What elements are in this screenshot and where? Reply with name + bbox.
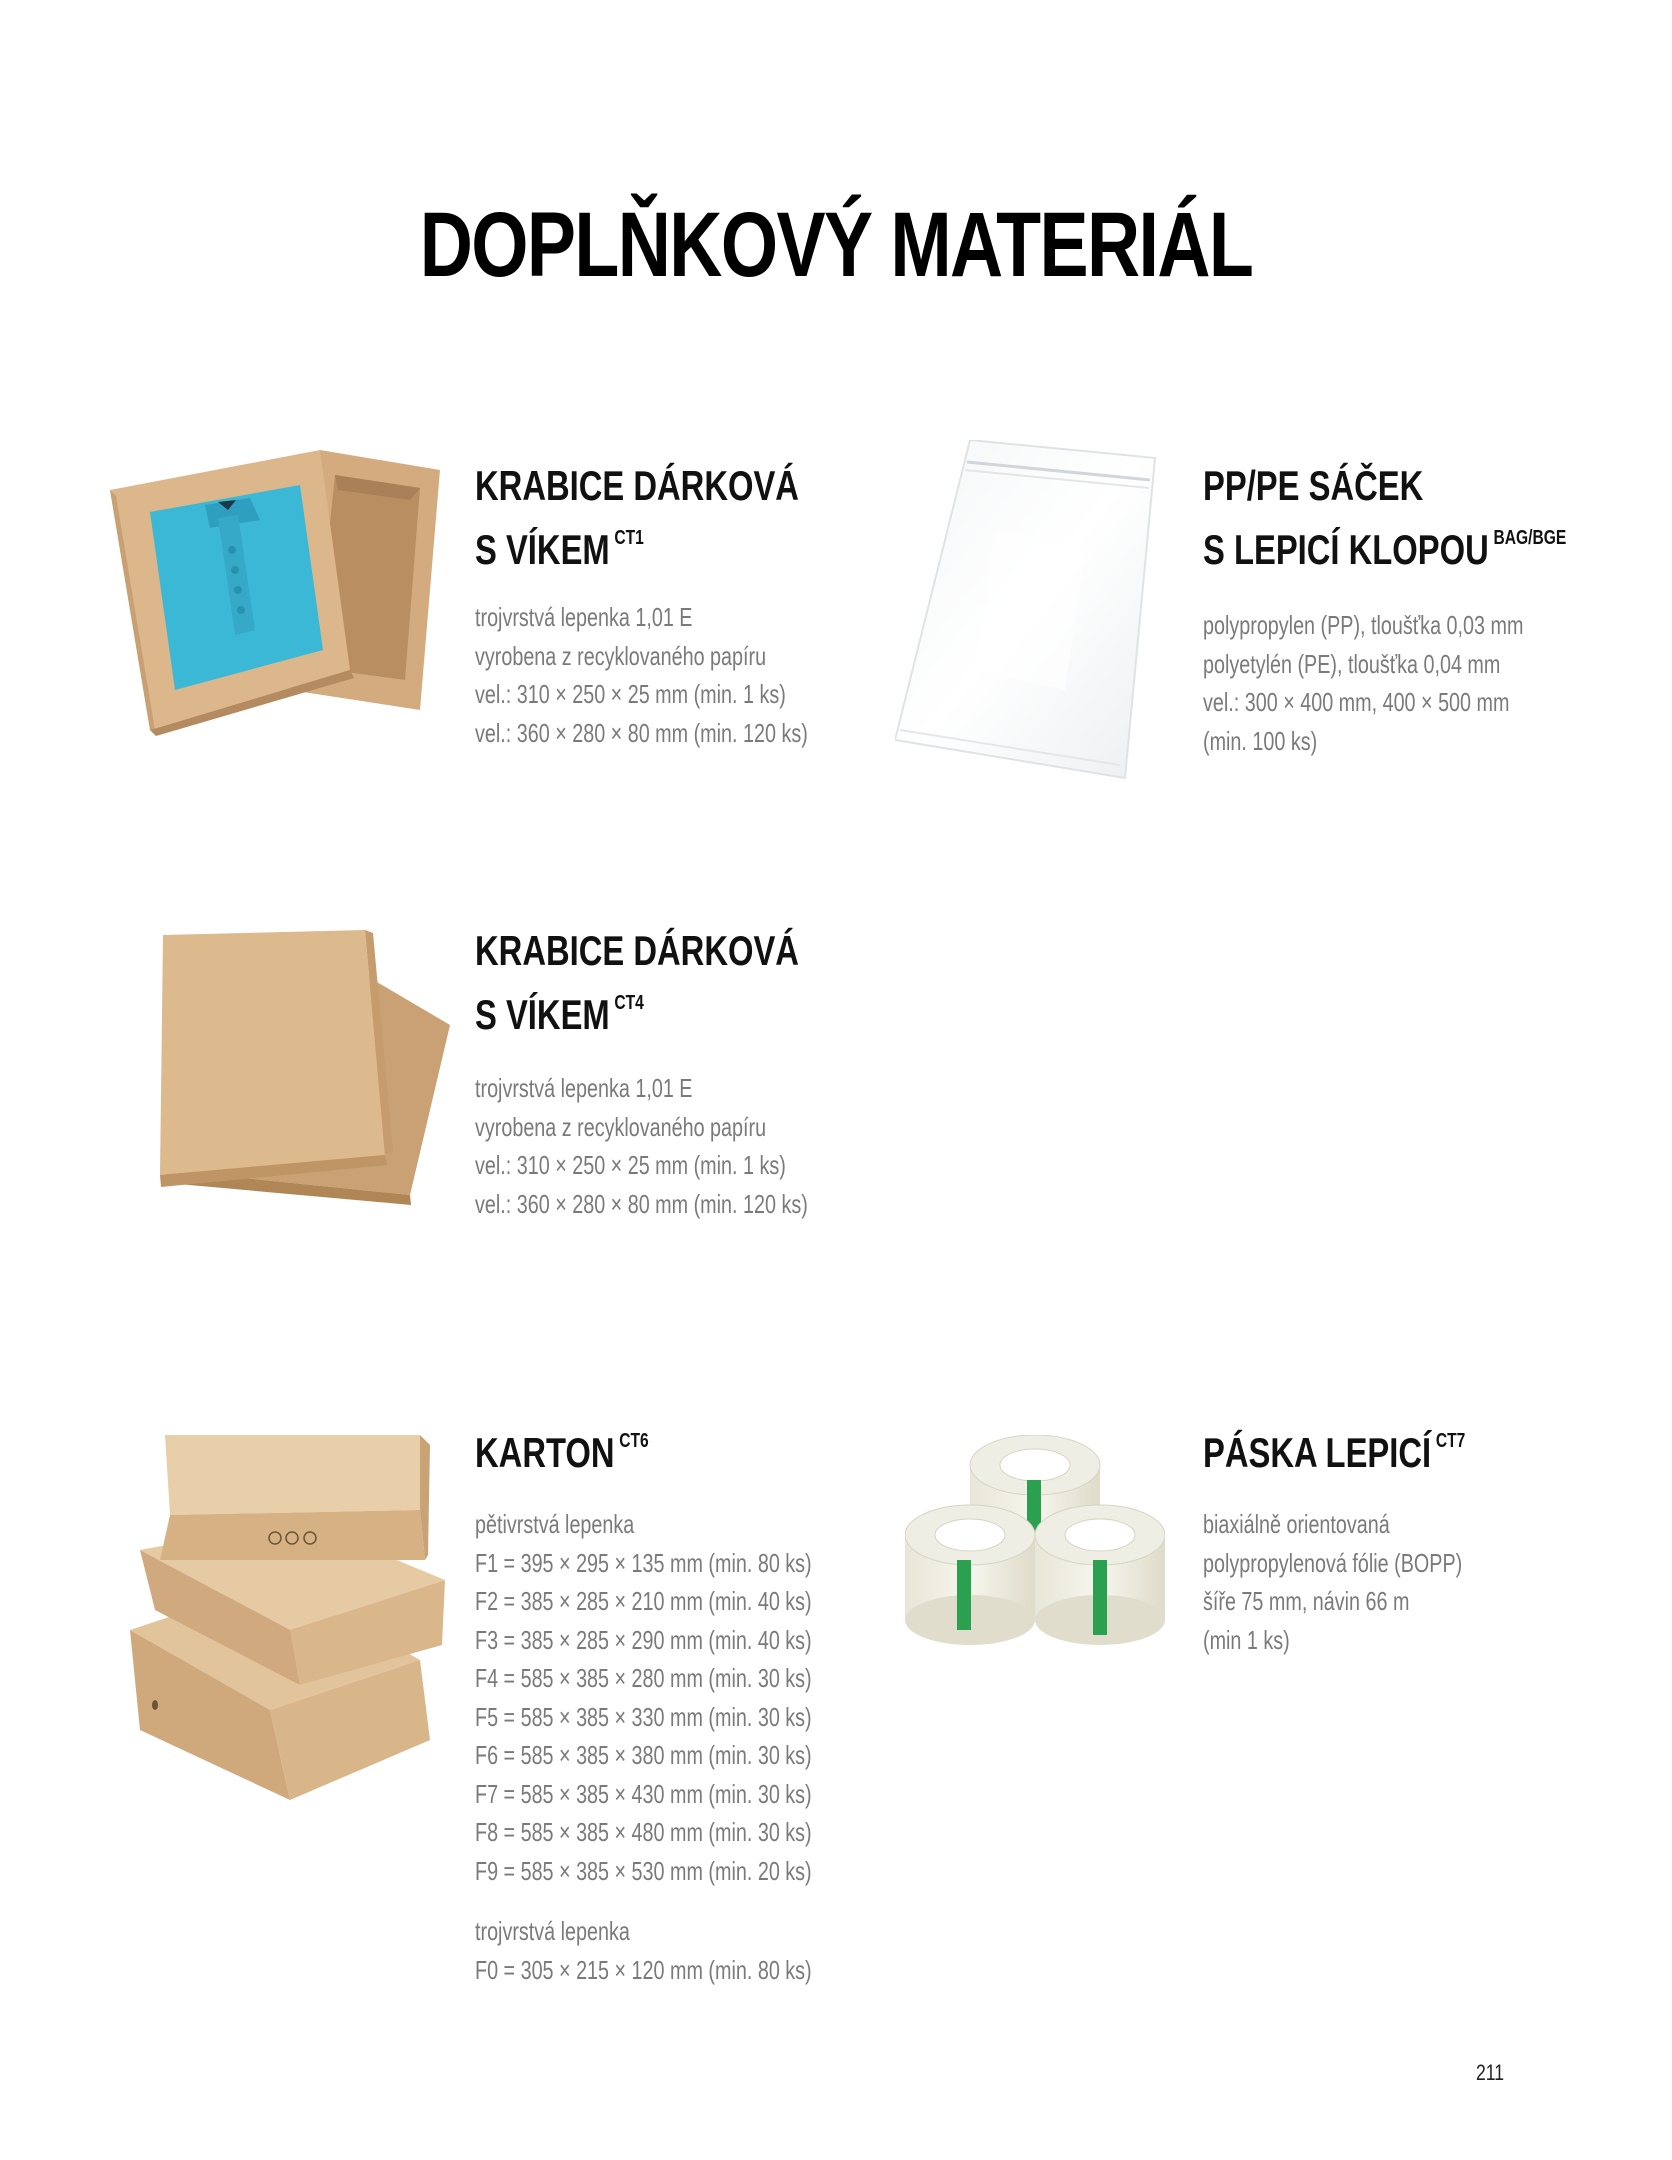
spec-line: polypropylen (PP), tloušťka 0,03 mm: [1203, 610, 1524, 640]
spec-line: vel.: 300 × 400 mm, 400 × 500 mm: [1203, 687, 1510, 717]
product-name-line2: S VÍKEM: [475, 526, 610, 573]
spec-line: F5 = 585 × 385 × 330 mm (min. 30 ks): [475, 1701, 812, 1732]
spec-list: [475, 598, 808, 752]
spec-line: F6 = 585 × 385 × 380 mm (min. 30 ks): [475, 1740, 812, 1770]
product-code: BAG/BGE: [1493, 527, 1567, 549]
gift-box-window-image: [110, 440, 440, 740]
spec-line: F3 = 385 × 285 × 290 mm (min. 40 ks): [475, 1624, 812, 1655]
spec-line: vel.: 310 × 250 × 25 mm (min. 1 ks): [475, 679, 786, 709]
spec-line: vel.: 360 × 280 × 80 mm (min. 120 ks): [475, 717, 808, 748]
spec-list: [475, 1505, 812, 1989]
spec-line: F1 = 395 × 295 × 135 mm (min. 80 ks): [475, 1547, 812, 1578]
spec-line: trojvrstvá lepenka 1,01 E: [475, 1073, 693, 1103]
product-name-line1: PP/PE SÁČEK: [1203, 462, 1424, 509]
spec-line: biaxiálně orientovaná: [1203, 1509, 1390, 1539]
spec-line: (min. 100 ks): [1203, 725, 1318, 756]
spec-line: F8 = 585 × 385 × 480 mm (min. 30 ks): [475, 1817, 812, 1847]
spec-line: pětivrstvá lepenka: [475, 1509, 635, 1539]
product-name: [475, 1415, 821, 1479]
spec-list: [1203, 1505, 1462, 1659]
spec-line: vel.: 310 × 250 × 25 mm (min. 1 ks): [475, 1150, 786, 1180]
spec-line: F9 = 585 × 385 × 530 mm (min. 20 ks): [475, 1855, 812, 1886]
product-code: CT7: [1435, 1430, 1466, 1452]
product-name-line1: PÁSKA LEPICÍ: [1203, 1429, 1432, 1476]
spec-line: trojvrstvá lepenka 1,01 E: [475, 602, 693, 632]
spec-line: vyrobena z recyklovaného papíru: [475, 1111, 767, 1142]
product-code: CT6: [619, 1430, 649, 1452]
spec-line: F0 = 305 × 215 × 120 mm (min. 80 ks): [475, 1954, 812, 1985]
product-name: [1203, 1415, 1469, 1479]
plastic-bag-image: [895, 440, 1165, 780]
spec-line: F7 = 585 × 385 × 430 mm (min. 30 ks): [475, 1778, 812, 1809]
product-code: CT4: [614, 992, 644, 1014]
spec-line: trojvrstvá lepenka: [475, 1916, 630, 1946]
product-name-line2: S LEPICÍ KLOPOU: [1203, 526, 1489, 573]
product-name: [475, 925, 817, 1041]
spec-line: F2 = 385 × 285 × 210 mm (min. 40 ks): [475, 1586, 812, 1616]
spec-line: polypropylenová fólie (BOPP): [1203, 1547, 1463, 1578]
spec-line: vel.: 360 × 280 × 80 mm (min. 120 ks): [475, 1188, 808, 1219]
spec-list: [475, 1069, 808, 1223]
product-name: [475, 460, 817, 576]
product-name: [1203, 460, 1566, 576]
tape-rolls-image: [905, 1435, 1165, 1665]
spec-line: polyetylén (PE), tloušťka 0,04 mm: [1203, 648, 1501, 679]
product-code: CT1: [614, 527, 644, 549]
product-name-line1: KRABICE DÁRKOVÁ: [475, 462, 799, 509]
spec-line: vyrobena z recyklovaného papíru: [475, 640, 767, 671]
page-number: 211: [1476, 2060, 1505, 2085]
spec-list: [1203, 606, 1557, 760]
product-name-line1: KRABICE DÁRKOVÁ: [475, 927, 799, 974]
spec-line: F4 = 585 × 385 × 280 mm (min. 30 ks): [475, 1663, 812, 1693]
cardboard-boxes-image: [130, 1420, 450, 1800]
spec-line: (min 1 ks): [1203, 1624, 1290, 1655]
product-name-line1: KARTON: [475, 1429, 615, 1476]
product-name-line2: S VÍKEM: [475, 991, 610, 1038]
flat-gift-box-image: [155, 925, 450, 1205]
spec-line: šíře 75 mm, návin 66 m: [1203, 1586, 1410, 1616]
page-title: DOPLŇKOVÝ MATERIÁL: [419, 194, 1253, 296]
